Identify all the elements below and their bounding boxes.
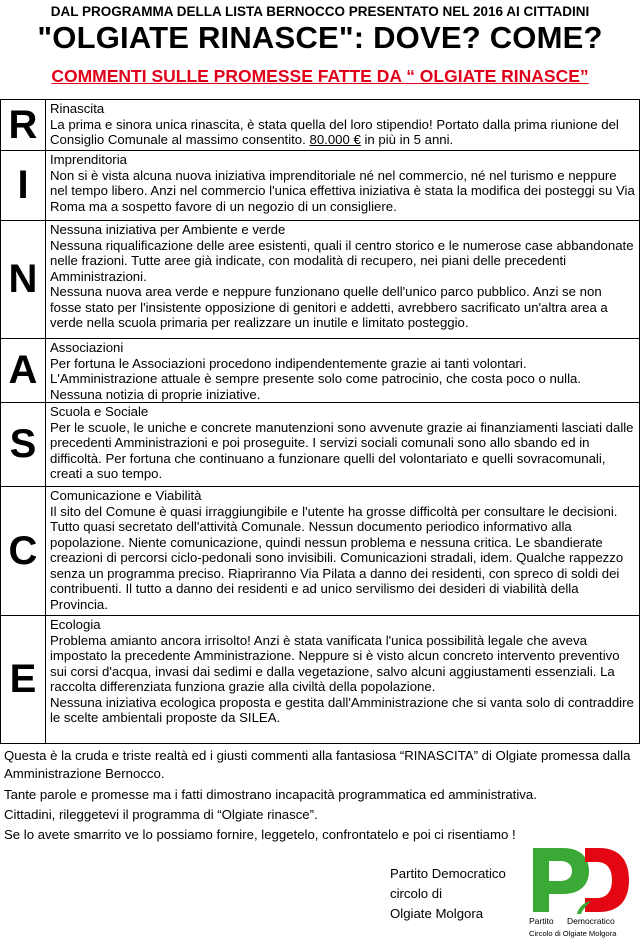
acronym-letter: I bbox=[1, 151, 46, 221]
section-body bbox=[46, 151, 640, 221]
header-subtitle: DAL PROGRAMMA DELLA LISTA BERNOCCO PRESENTATO NEL 2016 AI CITTADINI bbox=[50, 4, 590, 19]
section-paragraph: Nessuna iniziativa ecologica proposta e gestita dall'Amministrazione che si vanta solo di contraddire le scelte ambientali proposte da SILEA. bbox=[50, 694, 634, 725]
section-body bbox=[46, 339, 640, 403]
logo-p-letter bbox=[533, 848, 589, 912]
section-row-c bbox=[1, 487, 640, 616]
acronym-letter: N bbox=[1, 221, 46, 339]
closing-line: Tante parole e promesse ma i fatti dimostrano incapacità programmatica ed amministrativa. bbox=[4, 787, 537, 802]
section-text-end: in più in 5 anni. bbox=[360, 132, 454, 147]
logo-text-democratico: Democratico bbox=[567, 916, 615, 926]
section-paragraph: Il sito del Comune è quasi irraggiungibile e l'utente ha grosse difficoltà per consultare le decisioni. Tutto quasi secretato dell'attività Comunale. Nessun documento periodico informativo alla popolazione. Niente comunicazione, quindi nessun problema e nessuna critica. Le sbandierate creazioni di percorsi ciclo-pedonali sono invisibili. Comunicazioni stradali, idem. Qualche rappezzo senza un programma preciso. Riapriranno Via Pilata a danno dei residenti, con spreco di soldi dei contribuenti. Il tutto a danno dei residenti e ad unico servilismo dei desideri di viabilità della Provincia. bbox=[50, 503, 624, 612]
section-paragraph: Per fortuna le Associazioni procedono indipendentemente grazie ai tanti volontari. bbox=[50, 355, 527, 371]
section-row-e bbox=[1, 616, 640, 744]
acronym-letter: S bbox=[1, 403, 46, 487]
section-row-r bbox=[1, 100, 640, 151]
closing-line: Cittadini, rileggetevi il programma di “Olgiate rinasce”. bbox=[4, 807, 318, 822]
salary-amount: 80.000 € bbox=[309, 132, 361, 147]
signature-line: Partito Democratico bbox=[390, 866, 506, 881]
section-text: La prima e sinora unica rinascita, è stata quella del loro stipendio! Portato dalla prima riunione del Consiglio Comunale al massimo consentito. bbox=[50, 116, 619, 147]
section-paragraph: L'Amministrazione attuale è sempre presente solo come patrocinio, che costa poco o nulla. bbox=[50, 371, 582, 386]
acronym-letter: R bbox=[1, 100, 46, 151]
acronym-letter: C bbox=[1, 487, 46, 616]
signature bbox=[390, 864, 506, 924]
acronym-table bbox=[0, 99, 640, 744]
section-row-a bbox=[1, 339, 640, 403]
closing-line: Questa è la cruda e triste realtà ed i giusti commenti alla fantasiosa “RINASCITA” di Olgiate promessa dalla Amministrazione Bernocco. bbox=[4, 748, 631, 781]
pd-logo bbox=[527, 846, 631, 940]
section-row-i bbox=[1, 151, 640, 221]
section-body bbox=[46, 616, 640, 744]
section-paragraph: Nessuna riqualificazione delle aree esistenti, quali il centro storico e le numerose case abbandonate nelle frazioni. Tutte aree già indicate, con modalità di recupero, nei piani delle precedenti Amministrazioni. bbox=[50, 237, 634, 284]
section-title: Ecologia bbox=[50, 617, 101, 632]
section-body bbox=[46, 221, 640, 339]
section-title: Nessuna iniziativa per Ambiente e verde bbox=[50, 222, 286, 237]
section-body bbox=[46, 100, 640, 151]
logo-text-partito: Partito bbox=[529, 916, 554, 926]
header-comment-title: COMMENTI SULLE PROMESSE FATTE DA “ OLGIATE RINASCE” bbox=[51, 66, 589, 86]
logo-text-circolo: Circolo di Olgiate Molgora bbox=[529, 929, 617, 938]
logo-d-letter bbox=[585, 848, 629, 912]
signature-line: Olgiate Molgora bbox=[390, 906, 484, 921]
section-paragraph: Nessuna nuova area verde e neppure funzionano quelle dell'unico parco pubblico. Anzi se non fosse stato per l'insistente opposizione di genitori e addetti, avrebbero sacrificato un'altra area a verde nella scuola primaria per realizzare un inutile e limitato posteggio. bbox=[50, 284, 608, 330]
section-title: Scuola e Sociale bbox=[50, 404, 149, 419]
acronym-letter: E bbox=[1, 616, 46, 744]
closing-text bbox=[4, 747, 638, 845]
section-body bbox=[46, 403, 640, 487]
section-title: Rinascita bbox=[50, 101, 105, 116]
section-paragraph: Problema amianto ancora irrisolto! Anzi è stata vanificata l'unica possibilità legale che aveva impostato la precedente Amministrazione. Neppure si è visto alcun concreto intervento preventivo sui corsi d'acqua, invasi dai sedimi e dalla vegetazione, salvo alcuni aggiustamenti essenziali. La raccolta differenziata funziona grazie alla civiltà della popolazione. bbox=[50, 632, 620, 694]
section-body bbox=[46, 487, 640, 616]
acronym-letter: A bbox=[1, 339, 46, 403]
page-title: "OLGIATE RINASCE": DOVE? COME? bbox=[37, 20, 603, 55]
signature-line: circolo di bbox=[390, 886, 443, 901]
section-row-s bbox=[1, 403, 640, 487]
section-title: Imprenditoria bbox=[50, 152, 127, 167]
section-title: Comunicazione e Viabilità bbox=[50, 488, 202, 503]
section-paragraph: Non si è vista alcuna nuova iniziativa imprenditoriale né nel commercio, né nel turismo e neppure nel tempo libero. Anzi nel commercio l'unica effettiva iniziativa è stata la modifica dei posteggi su Via Roma ma a sospetto favore di un negozio di un consigliere. bbox=[50, 167, 635, 214]
section-paragraph: Per le scuole, le uniche e concrete manutenzioni sono avvenute grazie ai finanziamenti lasciati dalle precedenti Amministrazioni e poi proseguite. I servizi sociali comunali sono allo sbando ed in difficoltà. Per fortuna che continuano a funzionare quelli del volontariato e quelli sovracomunali, creati a suo tempo. bbox=[50, 419, 634, 481]
closing-line: Se lo avete smarrito ve lo possiamo fornire, leggetelo, confrontatelo e poi ci risentiamo ! bbox=[4, 827, 516, 842]
section-title: Associazioni bbox=[50, 340, 124, 355]
section-row-n bbox=[1, 221, 640, 339]
section-paragraph: Nessuna notizia di proprie iniziative. bbox=[50, 386, 261, 402]
